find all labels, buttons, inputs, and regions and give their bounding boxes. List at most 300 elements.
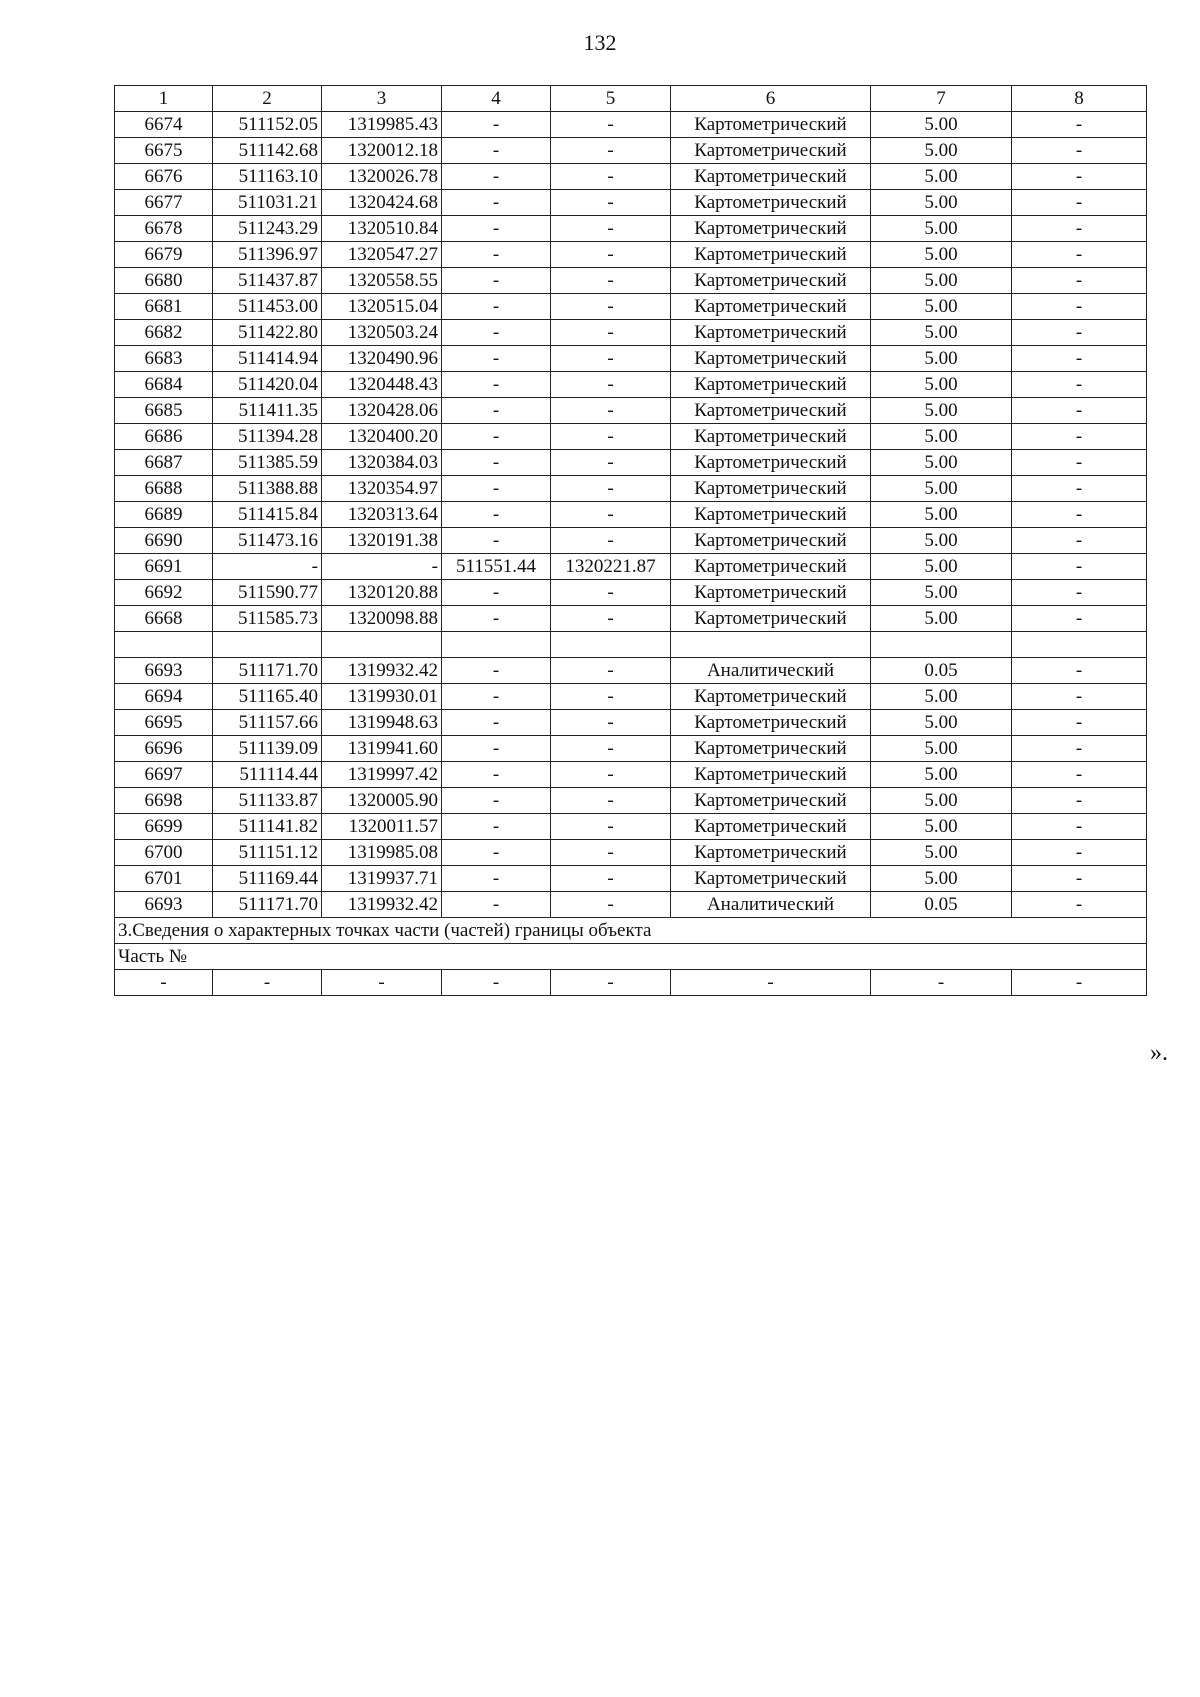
table-cell: - xyxy=(442,164,551,190)
table-cell xyxy=(442,632,551,658)
table-cell: 1319985.08 xyxy=(322,840,442,866)
table-cell: - xyxy=(551,190,671,216)
table-row xyxy=(115,164,1147,190)
table-cell: 1320012.18 xyxy=(322,138,442,164)
table-cell xyxy=(322,632,442,658)
table-cell: 5.00 xyxy=(871,814,1012,840)
table-cell: 5.00 xyxy=(871,866,1012,892)
header-cell-4: 4 xyxy=(442,86,551,112)
table-cell: 6678 xyxy=(115,216,213,242)
table-cell: 1320400.20 xyxy=(322,424,442,450)
table-cell: 5.00 xyxy=(871,684,1012,710)
table-cell: 5.00 xyxy=(871,320,1012,346)
part-row xyxy=(115,944,1147,970)
table-cell: - xyxy=(442,372,551,398)
table-cell: 6681 xyxy=(115,294,213,320)
table-cell: - xyxy=(551,684,671,710)
table-cell: 5.00 xyxy=(871,268,1012,294)
table-cell: 5.00 xyxy=(871,476,1012,502)
table-cell: 5.00 xyxy=(871,138,1012,164)
table-cell: 5.00 xyxy=(871,164,1012,190)
table-cell: 5.00 xyxy=(871,294,1012,320)
table-row xyxy=(115,554,1147,580)
table-cell: 511396.97 xyxy=(213,242,322,268)
table-cell: - xyxy=(442,398,551,424)
table-cell: Аналитический xyxy=(671,658,871,684)
table-cell: Картометрический xyxy=(671,762,871,788)
table-cell: 6688 xyxy=(115,476,213,502)
table-cell: 511394.28 xyxy=(213,424,322,450)
table-cell: - xyxy=(1012,970,1147,996)
table-cell: 6697 xyxy=(115,762,213,788)
table-cell: - xyxy=(551,242,671,268)
table-cell: 6685 xyxy=(115,398,213,424)
table-cell: 1320120.88 xyxy=(322,580,442,606)
table-cell: 5.00 xyxy=(871,190,1012,216)
table-cell: 5.00 xyxy=(871,346,1012,372)
table-cell: - xyxy=(442,190,551,216)
table-cell: - xyxy=(551,294,671,320)
table-cell: 511243.29 xyxy=(213,216,322,242)
table-cell: 511151.12 xyxy=(213,840,322,866)
table-cell: - xyxy=(551,164,671,190)
table-cell: - xyxy=(442,658,551,684)
table-cell: 6674 xyxy=(115,112,213,138)
table-cell: - xyxy=(551,710,671,736)
table-cell: 6696 xyxy=(115,736,213,762)
table-cell: - xyxy=(1012,346,1147,372)
table-row xyxy=(115,294,1147,320)
table-cell: 1319932.42 xyxy=(322,892,442,918)
header-cell-6: 6 xyxy=(671,86,871,112)
table-cell: - xyxy=(213,554,322,580)
table-cell: Картометрический xyxy=(671,450,871,476)
table-cell: 511114.44 xyxy=(213,762,322,788)
table-row xyxy=(115,346,1147,372)
table-cell: 1319948.63 xyxy=(322,710,442,736)
table-cell: - xyxy=(551,320,671,346)
table-cell: - xyxy=(1012,398,1147,424)
header-cell-3: 3 xyxy=(322,86,442,112)
table-cell: 511171.70 xyxy=(213,658,322,684)
table-cell: 1319932.42 xyxy=(322,658,442,684)
table-cell: 6689 xyxy=(115,502,213,528)
table-cell: 511031.21 xyxy=(213,190,322,216)
table-cell: 1320098.88 xyxy=(322,606,442,632)
table-cell: 5.00 xyxy=(871,554,1012,580)
table-row xyxy=(115,476,1147,502)
table-cell: - xyxy=(442,216,551,242)
table-cell: - xyxy=(442,320,551,346)
table-cell: Картометрический xyxy=(671,580,871,606)
table-cell: - xyxy=(551,216,671,242)
table-row xyxy=(115,372,1147,398)
table-cell: - xyxy=(442,476,551,502)
table-row xyxy=(115,762,1147,788)
table-cell: Картометрический xyxy=(671,736,871,762)
table-cell: - xyxy=(551,268,671,294)
table-cell: Картометрический xyxy=(671,840,871,866)
table-cell: - xyxy=(1012,658,1147,684)
table-cell: - xyxy=(1012,762,1147,788)
table-cell: 1320384.03 xyxy=(322,450,442,476)
table-cell: 6687 xyxy=(115,450,213,476)
table-cell: 0.05 xyxy=(871,892,1012,918)
table-cell xyxy=(213,632,322,658)
table-cell: 6693 xyxy=(115,892,213,918)
header-cell-7: 7 xyxy=(871,86,1012,112)
table-cell: 511141.82 xyxy=(213,814,322,840)
table-row xyxy=(115,424,1147,450)
table-cell: - xyxy=(551,424,671,450)
table-cell: 1320503.24 xyxy=(322,320,442,346)
header-cell-1: 1 xyxy=(115,86,213,112)
table-row xyxy=(115,242,1147,268)
table-cell: 6682 xyxy=(115,320,213,346)
table-cell: Картометрический xyxy=(671,112,871,138)
table-cell: - xyxy=(1012,710,1147,736)
table-cell: 511414.94 xyxy=(213,346,322,372)
table-row xyxy=(115,788,1147,814)
table-cell: 1320221.87 xyxy=(551,554,671,580)
table-cell: 5.00 xyxy=(871,710,1012,736)
table-cell: - xyxy=(551,450,671,476)
table-cell: - xyxy=(551,840,671,866)
table-cell: - xyxy=(1012,788,1147,814)
table-cell: 1320354.97 xyxy=(322,476,442,502)
table-cell: 511165.40 xyxy=(213,684,322,710)
table-cell: - xyxy=(871,970,1012,996)
table-row xyxy=(115,840,1147,866)
table-cell: Картометрический xyxy=(671,788,871,814)
table-cell: 511152.05 xyxy=(213,112,322,138)
table-cell: Картометрический xyxy=(671,164,871,190)
table-cell: - xyxy=(1012,580,1147,606)
table-body xyxy=(115,112,1147,918)
table-cell: 1320005.90 xyxy=(322,788,442,814)
table-cell: Картометрический xyxy=(671,216,871,242)
table-cell: 6677 xyxy=(115,190,213,216)
table-cell: 1320448.43 xyxy=(322,372,442,398)
table-cell: - xyxy=(442,346,551,372)
table-cell: - xyxy=(442,892,551,918)
table-cell: 5.00 xyxy=(871,580,1012,606)
table-cell: 5.00 xyxy=(871,788,1012,814)
table-cell: 511163.10 xyxy=(213,164,322,190)
table-cell: - xyxy=(671,970,871,996)
table-cell: Картометрический xyxy=(671,814,871,840)
table-cell: 5.00 xyxy=(871,502,1012,528)
table-cell: 511157.66 xyxy=(213,710,322,736)
table-cell: 5.00 xyxy=(871,450,1012,476)
table-cell: Картометрический xyxy=(671,424,871,450)
header-cell-2: 2 xyxy=(213,86,322,112)
table-cell: - xyxy=(1012,424,1147,450)
table-cell: - xyxy=(551,606,671,632)
table-row xyxy=(115,398,1147,424)
table-cell: 511590.77 xyxy=(213,580,322,606)
table-cell: Картометрический xyxy=(671,190,871,216)
table-row xyxy=(115,710,1147,736)
table-cell: - xyxy=(442,138,551,164)
table-row xyxy=(115,684,1147,710)
table-cell: - xyxy=(322,970,442,996)
table-cell: - xyxy=(115,970,213,996)
table-cell: 5.00 xyxy=(871,840,1012,866)
table-cell: - xyxy=(551,138,671,164)
table-cell: - xyxy=(442,970,551,996)
page-number: 132 xyxy=(583,30,617,55)
table-cell: 6699 xyxy=(115,814,213,840)
table-cell: 511453.00 xyxy=(213,294,322,320)
table-cell: 1319937.71 xyxy=(322,866,442,892)
table-cell: Картометрический xyxy=(671,242,871,268)
table-cell: - xyxy=(1012,294,1147,320)
table-header xyxy=(115,86,1147,112)
table-cell: 0.05 xyxy=(871,658,1012,684)
table-cell: - xyxy=(1012,190,1147,216)
table-cell: 1319985.43 xyxy=(322,112,442,138)
table-cell: - xyxy=(551,736,671,762)
table-cell: 511551.44 xyxy=(442,554,551,580)
table-cell: 6690 xyxy=(115,528,213,554)
table-cell: - xyxy=(1012,372,1147,398)
table-cell: 511422.80 xyxy=(213,320,322,346)
table-cell: - xyxy=(442,814,551,840)
table-cell: - xyxy=(1012,606,1147,632)
table-cell: 5.00 xyxy=(871,112,1012,138)
table-cell: - xyxy=(442,528,551,554)
table-cell: Картометрический xyxy=(671,294,871,320)
table-cell: 5.00 xyxy=(871,736,1012,762)
table-cell: - xyxy=(551,502,671,528)
table-cell: 6686 xyxy=(115,424,213,450)
table-row-last xyxy=(115,970,1147,996)
table-cell: 1320547.27 xyxy=(322,242,442,268)
header-cell-5: 5 xyxy=(551,86,671,112)
table-row xyxy=(115,320,1147,346)
table-row xyxy=(115,580,1147,606)
table-cell: 6701 xyxy=(115,866,213,892)
table-cell: 6676 xyxy=(115,164,213,190)
table-cell: Картометрический xyxy=(671,268,871,294)
table-cell: - xyxy=(322,554,442,580)
table-cell: 1320515.04 xyxy=(322,294,442,320)
coordinates-table xyxy=(114,85,1147,996)
table-cell: 1320428.06 xyxy=(322,398,442,424)
table-cell: 6679 xyxy=(115,242,213,268)
table-cell: 511473.16 xyxy=(213,528,322,554)
table-cell: 1320313.64 xyxy=(322,502,442,528)
table-cell: - xyxy=(551,398,671,424)
table-cell: Картометрический xyxy=(671,138,871,164)
closing-quote-mark: ». xyxy=(1150,1040,1168,1066)
table-row xyxy=(115,606,1147,632)
table-cell: Картометрический xyxy=(671,398,871,424)
table-cell: Аналитический xyxy=(671,892,871,918)
table-cell: - xyxy=(551,476,671,502)
table-cell: 6698 xyxy=(115,788,213,814)
table-cell: 6700 xyxy=(115,840,213,866)
table-cell: - xyxy=(442,294,551,320)
table-row xyxy=(115,138,1147,164)
table-cell: - xyxy=(551,112,671,138)
table-cell: - xyxy=(551,762,671,788)
table-cell: - xyxy=(551,580,671,606)
table-cell: - xyxy=(1012,528,1147,554)
table-cell: 5.00 xyxy=(871,762,1012,788)
table-cell: - xyxy=(1012,320,1147,346)
table-cell: - xyxy=(1012,216,1147,242)
table-cell: - xyxy=(1012,112,1147,138)
table-cell: 6683 xyxy=(115,346,213,372)
table-cell: - xyxy=(1012,866,1147,892)
table-cell: 511420.04 xyxy=(213,372,322,398)
table-cell xyxy=(115,632,213,658)
table-cell: - xyxy=(442,502,551,528)
table-cell xyxy=(671,632,871,658)
table-cell: 511171.70 xyxy=(213,892,322,918)
table-cell: 1319930.01 xyxy=(322,684,442,710)
table-cell: 511415.84 xyxy=(213,502,322,528)
table-cell: 5.00 xyxy=(871,606,1012,632)
table-cell: 5.00 xyxy=(871,242,1012,268)
table-row xyxy=(115,892,1147,918)
table-cell: 511169.44 xyxy=(213,866,322,892)
table-cell: 5.00 xyxy=(871,216,1012,242)
table-cell: - xyxy=(1012,814,1147,840)
table-cell: 511133.87 xyxy=(213,788,322,814)
table-cell: 6675 xyxy=(115,138,213,164)
table-cell: - xyxy=(1012,164,1147,190)
table-cell: 6694 xyxy=(115,684,213,710)
table-cell: 511142.68 xyxy=(213,138,322,164)
table-cell: - xyxy=(442,736,551,762)
table-cell: 5.00 xyxy=(871,528,1012,554)
table-cell: 5.00 xyxy=(871,372,1012,398)
table-cell: - xyxy=(1012,892,1147,918)
table-cell: Картометрический xyxy=(671,372,871,398)
table-cell: 1320026.78 xyxy=(322,164,442,190)
table-cell: Картометрический xyxy=(671,320,871,346)
table-cell: 6691 xyxy=(115,554,213,580)
table-cell: - xyxy=(551,866,671,892)
table-cell: - xyxy=(551,528,671,554)
table-cell: 1320490.96 xyxy=(322,346,442,372)
part-label: Часть № xyxy=(115,944,1147,970)
table-cell: Картометрический xyxy=(671,502,871,528)
table-cell: - xyxy=(442,268,551,294)
table-cell: - xyxy=(551,892,671,918)
header-row xyxy=(115,86,1147,112)
header-cell-8: 8 xyxy=(1012,86,1147,112)
table-cell: 6693 xyxy=(115,658,213,684)
table-cell: Картометрический xyxy=(671,528,871,554)
table-cell: 6684 xyxy=(115,372,213,398)
table-cell: - xyxy=(551,346,671,372)
table-row xyxy=(115,450,1147,476)
table-cell: 511437.87 xyxy=(213,268,322,294)
table-row xyxy=(115,216,1147,242)
table-cell: - xyxy=(442,684,551,710)
table-row xyxy=(115,112,1147,138)
table-cell: - xyxy=(551,658,671,684)
table-cell: 511388.88 xyxy=(213,476,322,502)
table-cell: - xyxy=(1012,138,1147,164)
table-cell: - xyxy=(442,580,551,606)
table-cell: - xyxy=(1012,502,1147,528)
table-cell: - xyxy=(442,710,551,736)
table-cell: 6680 xyxy=(115,268,213,294)
table-cell: - xyxy=(213,970,322,996)
table-cell: 1319997.42 xyxy=(322,762,442,788)
table-cell: 5.00 xyxy=(871,424,1012,450)
table-cell: 511385.59 xyxy=(213,450,322,476)
section-row xyxy=(115,918,1147,944)
table-cell: - xyxy=(1012,840,1147,866)
table-cell: - xyxy=(442,424,551,450)
table-row xyxy=(115,658,1147,684)
section-title: 3.Сведения о характерных точках части (частей) границы объекта xyxy=(115,918,1147,944)
table-cell: Картометрический xyxy=(671,866,871,892)
table-cell: Картометрический xyxy=(671,346,871,372)
table-cell: 1319941.60 xyxy=(322,736,442,762)
table-row xyxy=(115,528,1147,554)
table-cell: 1320558.55 xyxy=(322,268,442,294)
table-cell: - xyxy=(442,606,551,632)
table-row xyxy=(115,814,1147,840)
table-cell: - xyxy=(442,762,551,788)
table-cell: 6695 xyxy=(115,710,213,736)
table-cell: Картометрический xyxy=(671,554,871,580)
table-cell: - xyxy=(551,372,671,398)
table-cell xyxy=(551,632,671,658)
table-cell: 1320191.38 xyxy=(322,528,442,554)
table-cell: Картометрический xyxy=(671,684,871,710)
table-cell: - xyxy=(1012,268,1147,294)
table-cell: 6668 xyxy=(115,606,213,632)
table-cell: 511411.35 xyxy=(213,398,322,424)
table-cell: 1320510.84 xyxy=(322,216,442,242)
table-cell: - xyxy=(551,814,671,840)
table-row xyxy=(115,502,1147,528)
table-cell: - xyxy=(1012,476,1147,502)
table-cell: - xyxy=(1012,736,1147,762)
table-row xyxy=(115,866,1147,892)
table-cell: 1320424.68 xyxy=(322,190,442,216)
table-cell: 1320011.57 xyxy=(322,814,442,840)
table-cell: 511585.73 xyxy=(213,606,322,632)
table-cell xyxy=(871,632,1012,658)
table-footer xyxy=(115,918,1147,996)
table-cell: - xyxy=(1012,450,1147,476)
table-cell: Картометрический xyxy=(671,710,871,736)
table-cell: - xyxy=(442,840,551,866)
table-cell: Картометрический xyxy=(671,606,871,632)
table-cell: - xyxy=(551,788,671,814)
table-row xyxy=(115,736,1147,762)
table-row xyxy=(115,268,1147,294)
table-cell: - xyxy=(1012,554,1147,580)
table-row xyxy=(115,190,1147,216)
table-cell xyxy=(1012,632,1147,658)
table-cell: Картометрический xyxy=(671,476,871,502)
table-cell: - xyxy=(442,112,551,138)
table-cell: - xyxy=(442,866,551,892)
table-row xyxy=(115,632,1147,658)
table-cell: 5.00 xyxy=(871,398,1012,424)
table-cell: - xyxy=(442,242,551,268)
